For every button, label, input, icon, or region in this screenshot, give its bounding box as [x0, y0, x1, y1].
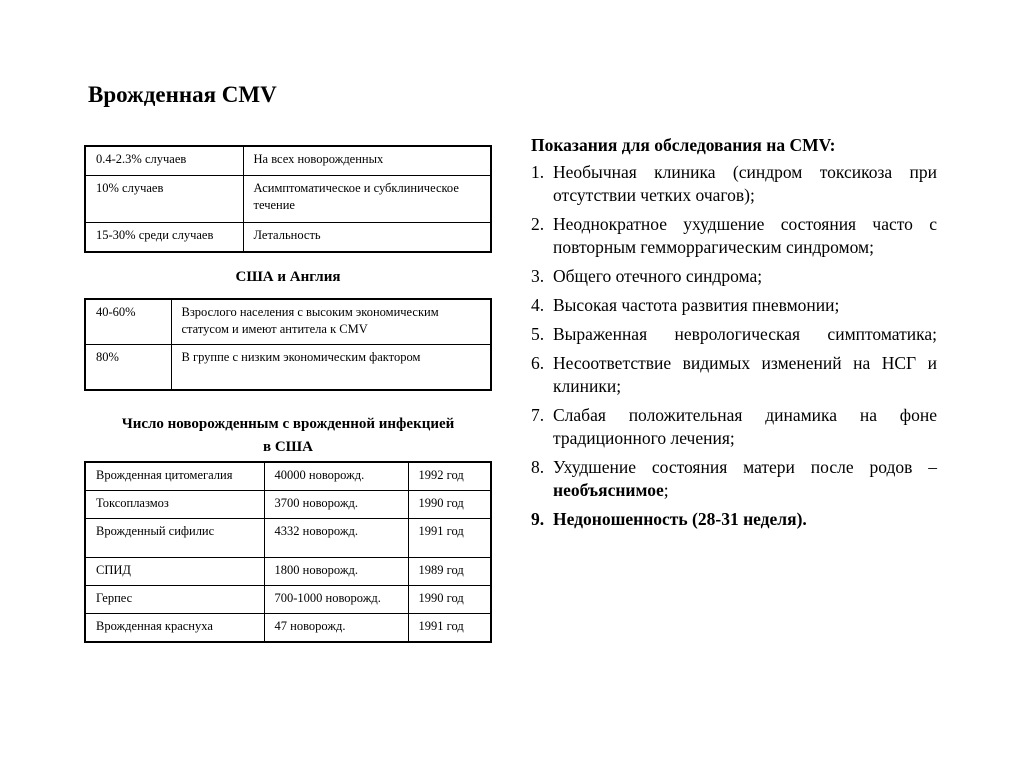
table-cell: Взрослого населения с высоким экономическим статусом и имеют антитела к CMV	[171, 299, 491, 345]
list-item	[531, 323, 937, 346]
table-cell: 40-60%	[85, 299, 171, 345]
list-number: 4.	[531, 295, 545, 315]
list-item	[531, 213, 937, 259]
list-number: 8.	[531, 457, 545, 477]
table-cell: Токсоплазмоз	[85, 491, 264, 519]
table-cell: 15-30% среди случаев	[85, 223, 243, 253]
list-item	[531, 508, 937, 531]
table-cell: 700-1000 новорожд.	[264, 586, 408, 614]
list-text: Несоответствие видимых изменений на НСГ и клиники;	[553, 353, 937, 396]
caption-newborn-infection	[84, 413, 492, 459]
list-item	[531, 265, 937, 288]
table-row	[85, 345, 491, 391]
list-item	[531, 404, 937, 450]
congenital-infection-table	[84, 461, 492, 643]
list-item	[531, 456, 937, 502]
list-text: Неоднократное ухудшение состояния часто с повторным гемморрагическим синдромом;	[553, 214, 937, 257]
table-cell: Герпес	[85, 586, 264, 614]
list-text: Необычная клиника (синдром токсикоза при отсутствии четких очагов);	[553, 162, 937, 205]
table-cell: На всех новорожденных	[243, 146, 491, 176]
list-number: 5.	[531, 324, 545, 344]
table-cell: 1990 год	[408, 586, 491, 614]
list-text: Выраженная неврологическая симптоматика;	[553, 324, 937, 344]
list-item	[531, 352, 937, 398]
list-number: 7.	[531, 405, 545, 425]
table-cell: 1989 год	[408, 558, 491, 586]
table-row	[85, 491, 491, 519]
table-cell: 1991 год	[408, 519, 491, 558]
list-item	[531, 294, 937, 317]
table-cell: 4332 новорожд.	[264, 519, 408, 558]
indications-section	[531, 134, 937, 537]
caption-line: в США	[263, 439, 313, 455]
list-text: Слабая положительная динамика на фоне традиционного лечения;	[553, 405, 937, 448]
list-text	[553, 456, 937, 502]
table-cell: Врожденный сифилис	[85, 519, 264, 558]
table-row	[85, 558, 491, 586]
list-text: Высокая частота развития пневмонии;	[553, 295, 840, 315]
table-cell: 10% случаев	[85, 176, 243, 223]
table-cell: 0.4-2.3% случаев	[85, 146, 243, 176]
list-text-emphasis: необъяснимое	[553, 480, 664, 500]
table-row	[85, 176, 491, 223]
list-text: Недоношенность (28-31 неделя).	[553, 509, 807, 529]
list-number: 2.	[531, 214, 545, 234]
list-number: 9.	[531, 509, 545, 529]
table-cell: 40000 новорожд.	[264, 462, 408, 491]
table-cell: Летальность	[243, 223, 491, 253]
table-cell: СПИД	[85, 558, 264, 586]
table-cell: 3700 новорожд.	[264, 491, 408, 519]
table-cell: В группе с низким экономическим фактором	[171, 345, 491, 391]
table-cell: Врожденная цитомегалия	[85, 462, 264, 491]
table-cell: 1992 год	[408, 462, 491, 491]
list-text-tail: ;	[663, 480, 669, 500]
table-cell: Асимптоматическое и субклиническое течение	[243, 176, 491, 223]
indications-list	[531, 161, 937, 531]
indications-heading: Показания для обследования на CMV:	[531, 135, 836, 155]
table-cell: 80%	[85, 345, 171, 391]
table-row	[85, 519, 491, 558]
table-cell: 1800 новорожд.	[264, 558, 408, 586]
page-title: Врожденная CMV	[88, 82, 277, 107]
list-item	[531, 161, 937, 207]
table-cell: Врожденная краснуха	[85, 614, 264, 643]
list-number: 3.	[531, 266, 545, 286]
list-number: 1.	[531, 162, 545, 182]
caption-usa-england: США и Англия	[235, 269, 341, 285]
table-row	[85, 299, 491, 345]
caption-line: Число новорожденным с врожденной инфекцией	[121, 416, 455, 432]
table-cell: 1991 год	[408, 614, 491, 643]
seroprevalence-table	[84, 298, 492, 391]
table-cell: 47 новорожд.	[264, 614, 408, 643]
table-row	[85, 586, 491, 614]
table-row	[85, 614, 491, 643]
incidence-table	[84, 145, 492, 253]
table-row	[85, 223, 491, 253]
table-row	[85, 462, 491, 491]
list-text: Общего отечного синдрома;	[553, 266, 763, 286]
table-cell: 1990 год	[408, 491, 491, 519]
list-number: 6.	[531, 353, 545, 373]
list-text-main: Ухудшение состояния матери после родов –	[553, 457, 937, 477]
table-row	[85, 146, 491, 176]
